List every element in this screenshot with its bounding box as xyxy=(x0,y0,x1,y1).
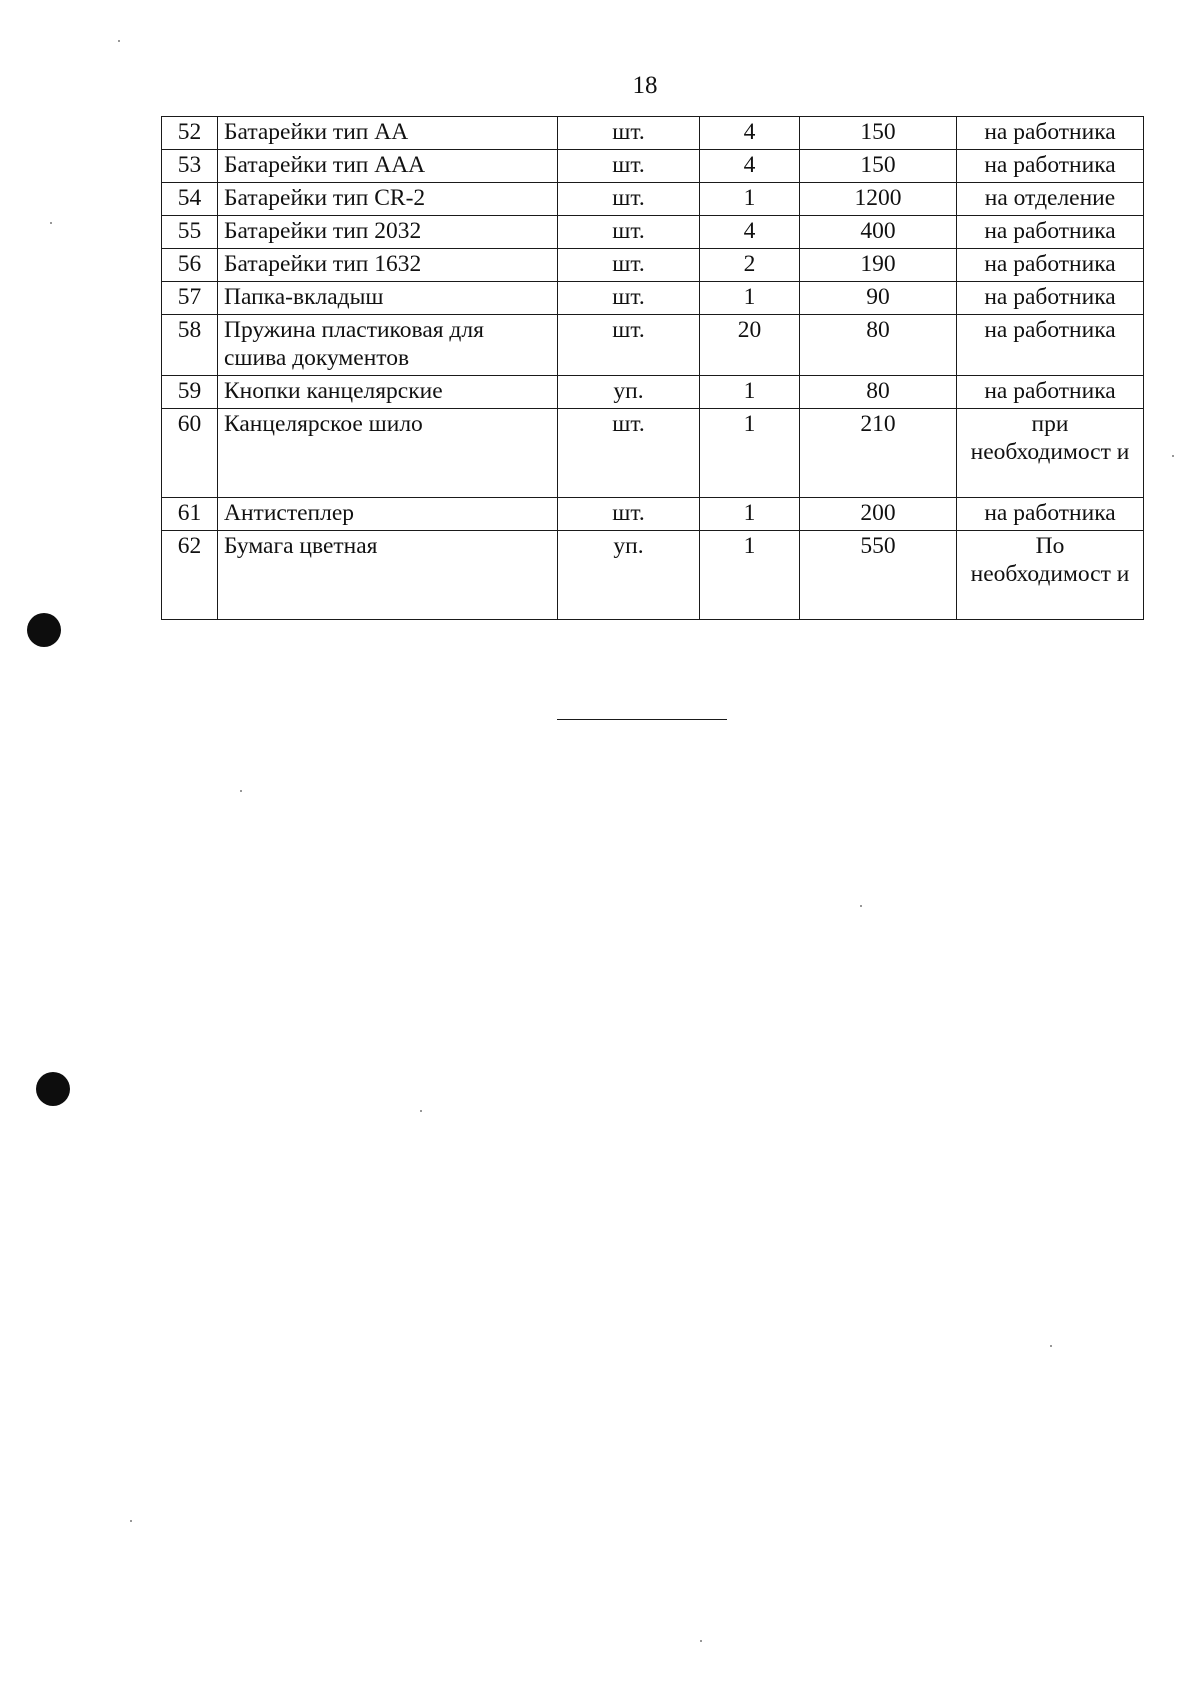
item-quantity: 4 xyxy=(700,216,800,249)
item-price: 1200 xyxy=(800,183,957,216)
item-quantity: 1 xyxy=(700,498,800,531)
item-number: 53 xyxy=(162,150,218,183)
item-name: Батарейки тип 2032 xyxy=(218,216,558,249)
item-unit: шт. xyxy=(558,216,700,249)
item-unit: шт. xyxy=(558,117,700,150)
punch-hole-mark xyxy=(36,1072,70,1106)
item-note: на работника xyxy=(957,376,1144,409)
item-number: 52 xyxy=(162,117,218,150)
table-row xyxy=(162,282,1144,315)
scan-speck xyxy=(420,1110,422,1112)
scan-speck xyxy=(700,1640,702,1642)
item-note: при необходимост и xyxy=(957,409,1144,498)
supply-table xyxy=(161,116,1144,620)
item-note: По необходимост и xyxy=(957,531,1144,620)
item-quantity: 1 xyxy=(700,531,800,620)
item-price: 80 xyxy=(800,376,957,409)
item-note: на работника xyxy=(957,315,1144,376)
item-number: 61 xyxy=(162,498,218,531)
end-of-document-rule xyxy=(557,719,727,720)
item-name: Батарейки тип 1632 xyxy=(218,249,558,282)
item-quantity: 1 xyxy=(700,183,800,216)
item-note: на работника xyxy=(957,282,1144,315)
item-number: 60 xyxy=(162,409,218,498)
item-name: Батарейки тип АА xyxy=(218,117,558,150)
scan-speck xyxy=(240,790,242,792)
item-quantity: 4 xyxy=(700,117,800,150)
item-name: Папка-вкладыш xyxy=(218,282,558,315)
item-name: Пружина пластиковая для сшива документов xyxy=(218,315,558,376)
item-name: Канцелярское шило xyxy=(218,409,558,498)
table-row xyxy=(162,531,1144,620)
item-name: Бумага цветная xyxy=(218,531,558,620)
table-row xyxy=(162,376,1144,409)
item-quantity: 1 xyxy=(700,409,800,498)
item-price: 550 xyxy=(800,531,957,620)
table-row xyxy=(162,117,1144,150)
item-price: 210 xyxy=(800,409,957,498)
scan-speck xyxy=(50,222,52,224)
item-number: 59 xyxy=(162,376,218,409)
scan-speck xyxy=(1172,455,1174,457)
scan-speck xyxy=(118,40,120,42)
page-number: 18 xyxy=(632,72,658,99)
item-name: Антистеплер xyxy=(218,498,558,531)
item-quantity: 1 xyxy=(700,376,800,409)
item-number: 55 xyxy=(162,216,218,249)
item-number: 56 xyxy=(162,249,218,282)
table-row xyxy=(162,498,1144,531)
item-name: Батарейки тип ААА xyxy=(218,150,558,183)
scan-speck xyxy=(1050,1345,1052,1347)
item-price: 150 xyxy=(800,150,957,183)
item-quantity: 20 xyxy=(700,315,800,376)
item-price: 90 xyxy=(800,282,957,315)
item-unit: шт. xyxy=(558,282,700,315)
table-row xyxy=(162,216,1144,249)
item-unit: шт. xyxy=(558,150,700,183)
table-row xyxy=(162,150,1144,183)
table-row xyxy=(162,249,1144,282)
item-number: 58 xyxy=(162,315,218,376)
item-note: на работника xyxy=(957,117,1144,150)
item-quantity: 2 xyxy=(700,249,800,282)
item-number: 54 xyxy=(162,183,218,216)
item-note: на работника xyxy=(957,150,1144,183)
item-price: 190 xyxy=(800,249,957,282)
item-unit: шт. xyxy=(558,498,700,531)
item-unit: шт. xyxy=(558,249,700,282)
item-price: 150 xyxy=(800,117,957,150)
item-unit: шт. xyxy=(558,315,700,376)
item-note: на работника xyxy=(957,216,1144,249)
item-name: Кнопки канцелярские xyxy=(218,376,558,409)
item-note: на работника xyxy=(957,249,1144,282)
item-note: на работника xyxy=(957,498,1144,531)
scan-speck xyxy=(130,1520,132,1522)
item-price: 80 xyxy=(800,315,957,376)
item-price: 400 xyxy=(800,216,957,249)
item-number: 57 xyxy=(162,282,218,315)
item-quantity: 1 xyxy=(700,282,800,315)
punch-hole-mark xyxy=(27,613,61,647)
item-quantity: 4 xyxy=(700,150,800,183)
table-row xyxy=(162,409,1144,498)
table-row xyxy=(162,183,1144,216)
table-row xyxy=(162,315,1144,376)
item-number: 62 xyxy=(162,531,218,620)
item-unit: шт. xyxy=(558,183,700,216)
item-unit: уп. xyxy=(558,531,700,620)
item-note: на отделение xyxy=(957,183,1144,216)
item-price: 200 xyxy=(800,498,957,531)
item-name: Батарейки тип CR-2 xyxy=(218,183,558,216)
scan-speck xyxy=(860,905,862,907)
item-unit: уп. xyxy=(558,376,700,409)
item-unit: шт. xyxy=(558,409,700,498)
